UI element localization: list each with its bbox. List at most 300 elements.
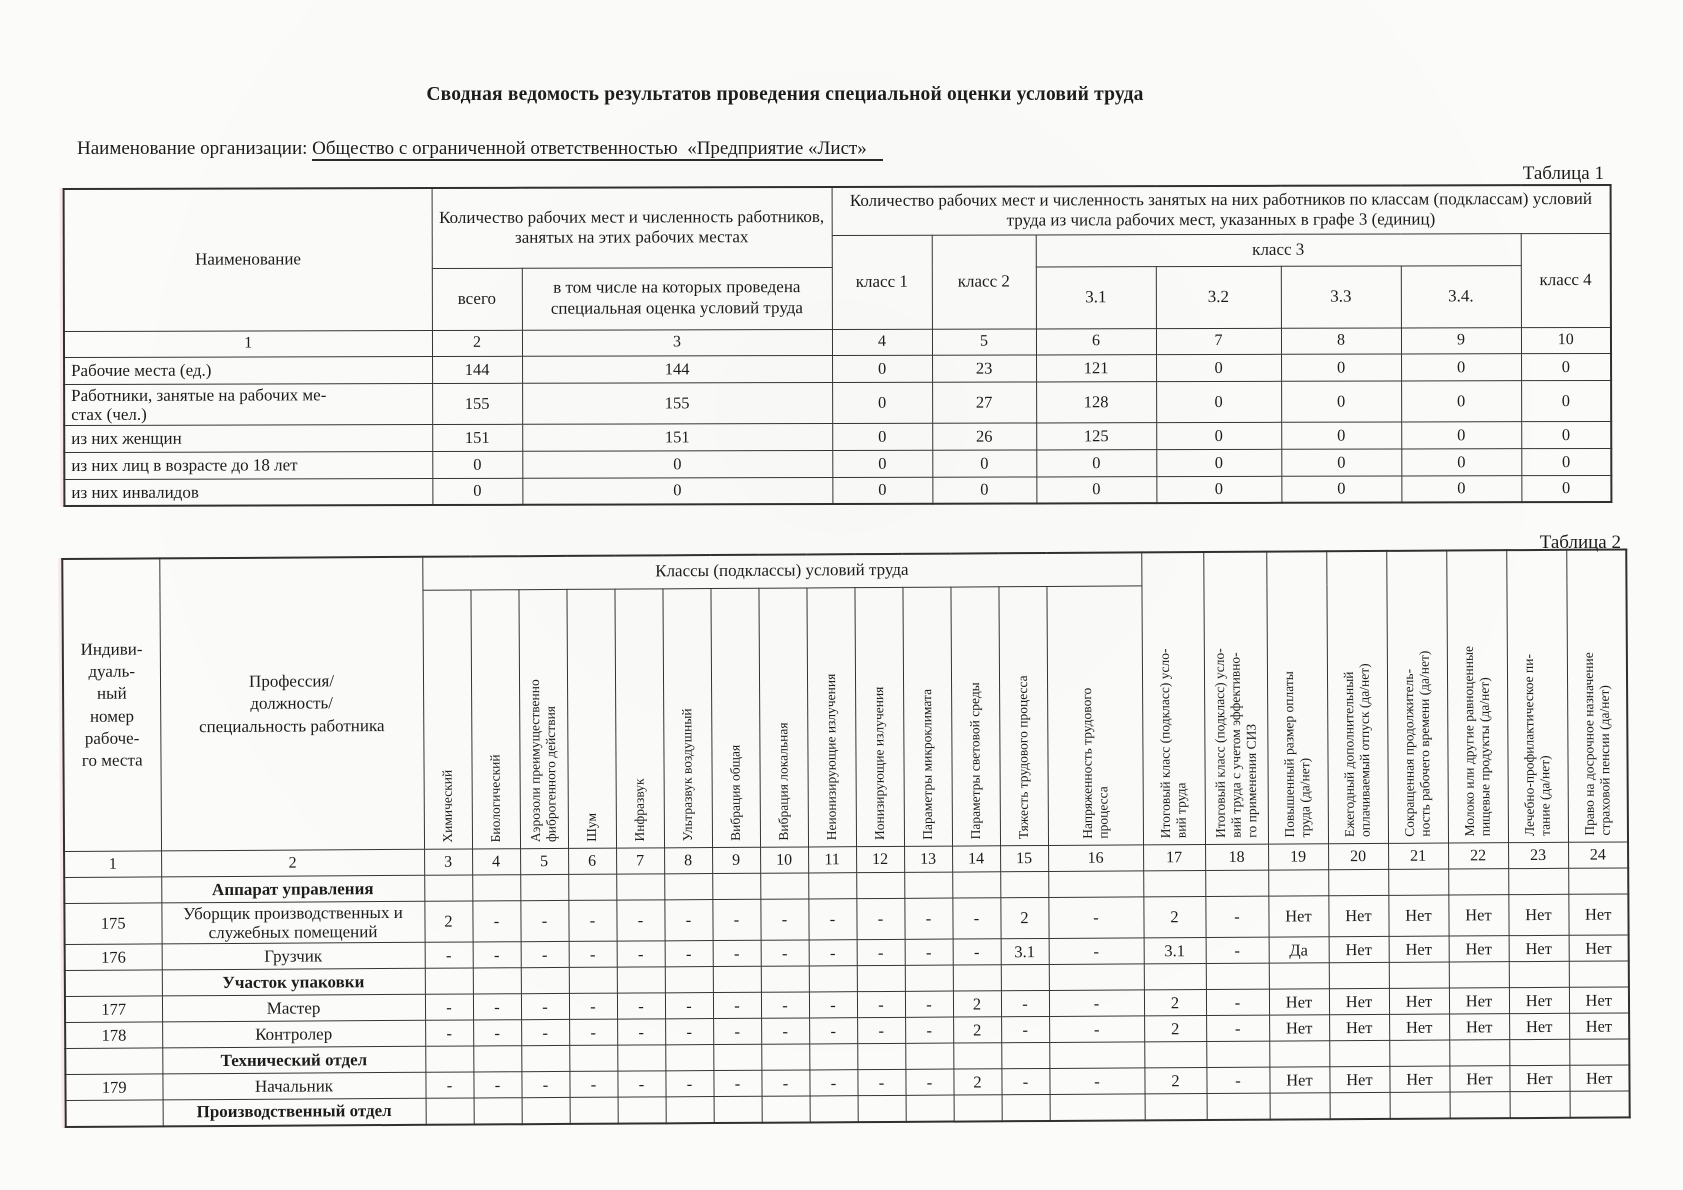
- table1-row-value: 0: [432, 451, 522, 478]
- empty-cell: [1388, 869, 1448, 895]
- table1-row-value: 0: [932, 449, 1036, 476]
- table1-header-row-1: [64, 185, 1611, 237]
- empty-cell: [1330, 1092, 1390, 1118]
- table2-profession-label: Контролер: [162, 1020, 425, 1048]
- table2-row-value: -: [569, 1019, 617, 1045]
- table1: [63, 184, 1613, 507]
- table2-factor-header-col-3: [422, 589, 472, 849]
- table2-row-value: -: [713, 1018, 761, 1044]
- empty-cell: [1049, 964, 1144, 991]
- table2-row-value: -: [665, 1018, 713, 1044]
- rotated-header-text: Аэрозоли преимущественно фиброгенного действия: [527, 679, 560, 843]
- table2-row-value: -: [713, 940, 761, 966]
- table2-row-value: Нет: [1328, 895, 1388, 936]
- table2-section-label: Технический отдел: [162, 1046, 425, 1074]
- table1-row-value: 0: [1156, 422, 1281, 449]
- empty-cell: [1509, 1039, 1569, 1065]
- table2-row-value: Нет: [1508, 894, 1568, 935]
- table2-row-value: -: [664, 899, 712, 940]
- empty-cell: [856, 872, 904, 898]
- empty-cell: [713, 1044, 761, 1070]
- table2-row-value: -: [425, 1072, 473, 1098]
- table2-row-value: -: [617, 1071, 665, 1097]
- table2-row-value: Нет: [1569, 1065, 1629, 1091]
- table2-section-label: Участок упаковки: [162, 968, 425, 996]
- table1-row-value: 0: [1401, 448, 1521, 475]
- rotated-header-text: Итоговый класс (подкласс) усло- вий труда: [1157, 648, 1189, 839]
- rotated-header-text: Ультразвук воздушный: [679, 708, 696, 842]
- table2-row-value: -: [1206, 989, 1269, 1015]
- empty-cell: [1268, 870, 1328, 896]
- table2-column-number: 9: [712, 847, 760, 873]
- empty-cell: [1000, 871, 1048, 897]
- table1-row-label: из них женщин: [64, 424, 432, 452]
- table1-row-value: 0: [932, 476, 1036, 503]
- table1-row-value: 0: [832, 477, 932, 504]
- table2-column-number: 2: [161, 849, 424, 877]
- empty-cell: [424, 875, 472, 901]
- empty-cell: [521, 967, 569, 993]
- empty-cell: [617, 967, 665, 993]
- table2-factor-header-col-12: [854, 587, 904, 847]
- empty-cell: [1328, 869, 1388, 895]
- table2-workplace-number: 179: [65, 1074, 162, 1101]
- table2-row-value: -: [521, 1071, 569, 1097]
- table2-row-value: -: [617, 941, 665, 967]
- empty-cell: [952, 872, 1000, 898]
- table2-factor-header-col-6: [566, 588, 616, 848]
- table1-row-value: 0: [522, 450, 832, 478]
- table2-row-value: -: [1048, 897, 1143, 939]
- table2-row-value: Нет: [1509, 935, 1569, 961]
- table2-column-number: 22: [1448, 843, 1508, 869]
- table2-result-header-col-20: [1326, 551, 1388, 844]
- empty-cell: [568, 874, 616, 900]
- empty-cell: [808, 872, 856, 898]
- rotated-header-text: Повышенный размер оплаты труда (да/нет): [1281, 670, 1313, 838]
- table2-row-value: -: [617, 1019, 665, 1045]
- table2-row-value: Нет: [1329, 988, 1389, 1014]
- table2-row-value: -: [905, 939, 953, 965]
- empty-cell: [904, 872, 952, 898]
- empty-cell: [1270, 1093, 1330, 1119]
- table1-row-value: 0: [1281, 475, 1401, 502]
- organization-label: Наименование организации:: [77, 138, 308, 159]
- table1-column-number: 6: [1036, 328, 1156, 354]
- table2-row-value: -: [473, 1020, 521, 1046]
- empty-cell: [714, 1096, 762, 1122]
- empty-cell: [1449, 962, 1509, 988]
- table2-column-number: 10: [760, 847, 808, 873]
- empty-cell: [665, 1044, 713, 1070]
- table2-header-profession: Профессия/ должность/ специальность работника: [159, 557, 424, 851]
- table1-row-value: 155: [522, 382, 832, 424]
- empty-cell: [1001, 964, 1049, 990]
- table2-row-value: -: [857, 1069, 905, 1095]
- table1-header-included: в том числе на которых проведена специальная оценка условий труда: [522, 267, 832, 330]
- table2-factor-header-col-16: [1046, 585, 1143, 845]
- table2-row-value: Нет: [1509, 987, 1569, 1013]
- table2-row-value: Нет: [1509, 1065, 1569, 1091]
- table1-column-number: 1: [64, 330, 432, 357]
- table2-row-value: 2: [1143, 896, 1205, 937]
- empty-cell: [761, 966, 809, 992]
- table2-workplace-number: 176: [65, 944, 162, 971]
- table2-header-row-1: [62, 549, 1626, 592]
- table2-row-value: -: [569, 1071, 617, 1097]
- table2-row-value: -: [569, 993, 617, 1019]
- table1-column-number: 8: [1281, 327, 1401, 353]
- table2-row-value: -: [1206, 937, 1269, 963]
- table2-workplace-number: 175: [64, 903, 161, 945]
- table2-row-value: -: [665, 940, 713, 966]
- empty-cell: [905, 1043, 953, 1069]
- empty-cell: [569, 1045, 617, 1071]
- empty-cell: [906, 1095, 954, 1121]
- table1-row: [64, 353, 1611, 384]
- table2-column-number: 5: [520, 848, 568, 874]
- rotated-header-text: Итоговый класс (подкласс) усло- вий труда с учетом эффективно- го применения СИЗ: [1211, 648, 1260, 838]
- table2-row-value: -: [809, 992, 857, 1018]
- empty-cell: [1448, 869, 1508, 895]
- rotated-header-text: Параметры световой среды: [967, 682, 984, 840]
- table2-row-value: -: [520, 900, 568, 941]
- empty-cell: [810, 1096, 858, 1122]
- table2-row-value: Нет: [1449, 936, 1509, 962]
- table1-row-value: 0: [832, 423, 932, 450]
- table2-row-value: -: [760, 899, 808, 940]
- table2-result-header-col-21: [1386, 550, 1448, 843]
- table2-row-value: 3.1: [1001, 938, 1049, 964]
- table1-column-number-row: [64, 327, 1611, 357]
- table2-row-value: -: [761, 1018, 809, 1044]
- empty-cell: [1509, 961, 1569, 987]
- table2-row-value: -: [1049, 1068, 1144, 1095]
- table1-row: [64, 421, 1611, 452]
- table1-header-total: всего: [432, 268, 522, 330]
- table2-row-value: -: [905, 991, 953, 1017]
- table2-row-value: -: [1206, 1015, 1269, 1041]
- rotated-header-text: Молоко или другие равноценные пищевые продукты (да/нет): [1461, 645, 1493, 837]
- rotated-header-text: Параметры микроклимата: [919, 688, 936, 840]
- table2-row-value: -: [713, 992, 761, 1018]
- empty-cell: [521, 1045, 569, 1071]
- table2-row-value: -: [472, 901, 520, 942]
- empty-cell: [1206, 1041, 1269, 1067]
- empty-cell: [762, 1096, 810, 1122]
- table1-row-value: 26: [932, 422, 1036, 449]
- table1-column-number: 7: [1156, 328, 1281, 354]
- table2-row-value: Нет: [1449, 1066, 1509, 1092]
- table2-row-value: -: [809, 1018, 857, 1044]
- table1-row-value: 0: [1521, 421, 1611, 448]
- table2-row-value: Нет: [1329, 1066, 1389, 1092]
- empty-cell: [905, 965, 953, 991]
- empty-cell: [809, 1044, 857, 1070]
- table2-result-header-col-23: [1506, 550, 1568, 843]
- empty-cell: [664, 873, 712, 899]
- empty-cell: [1390, 1092, 1450, 1118]
- table2-row-value: -: [1001, 990, 1049, 1016]
- table1-header-class4: класс 4: [1521, 233, 1611, 327]
- table2-row-value: 2: [1000, 897, 1048, 938]
- empty-cell: [1450, 1092, 1510, 1118]
- table1-row-label: Рабочие места (ед.): [64, 356, 432, 384]
- table1-row-value: 0: [1521, 353, 1611, 380]
- table2-row-value: -: [521, 993, 569, 1019]
- table2-row-value: -: [1206, 1067, 1269, 1093]
- table1-row-value: 0: [1521, 448, 1611, 475]
- table2-column-number: 14: [952, 846, 1000, 872]
- table2-column-number: 23: [1508, 842, 1568, 868]
- empty-cell: [618, 1097, 666, 1123]
- table2-column-number: 7: [616, 848, 664, 874]
- table1-row-value: 151: [432, 424, 522, 451]
- empty-cell: [1048, 871, 1143, 898]
- table2-result-header-col-24: [1566, 549, 1628, 842]
- empty-cell: [616, 874, 664, 900]
- empty-cell: [472, 875, 520, 901]
- empty-cell: [1568, 868, 1628, 894]
- table2-row-value: Нет: [1269, 1015, 1329, 1041]
- empty-cell: [473, 968, 521, 994]
- empty-cell: [954, 1095, 1002, 1121]
- table2-profession-label: Уборщик производственных и служебных помещений: [161, 901, 424, 944]
- table2-section-label: Производственный отдел: [163, 1098, 426, 1126]
- empty-cell: [1449, 1040, 1509, 1066]
- table2-row-value: Нет: [1388, 895, 1448, 936]
- table2-row-value: Нет: [1449, 988, 1509, 1014]
- organization-line: [77, 138, 1627, 160]
- table1-row-value: 155: [432, 383, 522, 424]
- table2-row-value: -: [1049, 990, 1144, 1017]
- table1-row-value: 0: [1281, 421, 1401, 448]
- document-title: Сводная ведомость результатов проведения специальной оценки условий труда: [426, 84, 1144, 105]
- table2-row-value: -: [713, 1070, 761, 1096]
- table2-row-value: -: [1049, 938, 1144, 965]
- empty-cell: [1508, 868, 1568, 894]
- empty-cell: [1269, 963, 1329, 989]
- table2-column-number: 16: [1048, 845, 1143, 872]
- table2-column-number: 1: [64, 851, 161, 878]
- table2-row-value: Нет: [1389, 1014, 1449, 1040]
- empty-cell: [1329, 1040, 1389, 1066]
- empty-cell: [1570, 1091, 1630, 1117]
- table1-header-count-group: Количество рабочих мест и численность работников, занятых на этих рабочих местах: [432, 187, 832, 268]
- empty-cell: [1269, 1041, 1329, 1067]
- table2-row-value: -: [425, 994, 473, 1020]
- empty-cell: [473, 1046, 521, 1072]
- table2-row-value: 2: [953, 991, 1001, 1017]
- empty-cell: [713, 966, 761, 992]
- rotated-header-text: Химический: [439, 769, 456, 843]
- table2-row-value: -: [809, 940, 857, 966]
- table2-row-value: -: [904, 898, 952, 939]
- table2-row-value: -: [568, 900, 616, 941]
- table2-column-number: 21: [1388, 843, 1448, 869]
- table1-column-number: 5: [932, 328, 1036, 354]
- table2-row-value: 2: [1144, 1015, 1206, 1041]
- table2-profession-label: Грузчик: [162, 942, 425, 970]
- table1-header-class3-4: 3.4.: [1401, 265, 1521, 327]
- empty-cell: [760, 873, 808, 899]
- rotated-header-text: Инфразвук: [631, 778, 648, 842]
- table2-factor-header-col-8: [662, 588, 712, 848]
- table2-row-value: -: [1205, 896, 1268, 937]
- empty-cell: [809, 966, 857, 992]
- table2-row-value: -: [952, 898, 1000, 939]
- rotated-header-text: Право на досрочное назначение страховой пенсии (да/нет): [1580, 652, 1613, 836]
- empty-cell: [1389, 1040, 1449, 1066]
- table2-row-value: 2: [1144, 1067, 1206, 1093]
- table2-row-value: -: [569, 941, 617, 967]
- empty-cell: [857, 1043, 905, 1069]
- table1-header-class3-1: 3.1: [1036, 266, 1156, 328]
- table2-column-number: 17: [1143, 844, 1205, 870]
- table2-column-number: 24: [1568, 842, 1628, 868]
- empty-cell: [1510, 1091, 1570, 1117]
- table2-column-number: 18: [1205, 844, 1268, 870]
- table2-column-number: 19: [1268, 844, 1328, 870]
- table1-row-value: 27: [932, 381, 1036, 422]
- table2-row-value: -: [616, 900, 664, 941]
- rotated-header-text: Напряженность трудового процесса: [1078, 687, 1111, 839]
- table2-row-value: -: [857, 991, 905, 1017]
- table1-header-name: Наименование: [64, 188, 432, 331]
- empty-cell: [1002, 1094, 1050, 1120]
- table1-row-value: 144: [432, 356, 522, 383]
- table1-caption: Таблица 1: [1522, 163, 1604, 184]
- rotated-header-text: Биологический: [487, 754, 504, 843]
- table2-row-value: -: [808, 898, 856, 939]
- empty-cell: [425, 968, 473, 994]
- table2-row-value: -: [1001, 1016, 1049, 1042]
- table2-row-value: -: [425, 1020, 473, 1046]
- table2-row-value: -: [665, 1070, 713, 1096]
- empty-cell: [953, 965, 1001, 991]
- table2-row-value: -: [617, 993, 665, 1019]
- table1-row-value: 0: [832, 450, 932, 477]
- table2-result-header-col-18: [1203, 551, 1268, 844]
- table2-profession-label: Начальник: [162, 1072, 425, 1100]
- rotated-header-text: Неионизирующие излучения: [823, 673, 840, 841]
- empty-cell: [570, 1097, 618, 1123]
- table2: [61, 548, 1630, 1127]
- table1-row-value: 0: [1156, 476, 1281, 503]
- rotated-header-text: Ежегодный дополнительный оплачиваемый отпуск (да/нет): [1341, 663, 1373, 838]
- table1-row-value: 0: [1036, 476, 1156, 503]
- empty-cell: [1569, 1039, 1629, 1065]
- table1-column-number: 9: [1401, 327, 1521, 353]
- table2-row-value: Нет: [1329, 936, 1389, 962]
- rotated-header-text: Шум: [584, 812, 600, 842]
- table2-row-value: -: [521, 1019, 569, 1045]
- table2-row-value: Нет: [1268, 896, 1328, 937]
- table1-header-class3: класс 3: [1036, 233, 1521, 266]
- table1-row-value: 23: [932, 354, 1036, 381]
- table1-row-value: 0: [832, 382, 932, 423]
- table1-row-value: 0: [1401, 475, 1521, 502]
- table2-column-number: 13: [904, 846, 952, 872]
- rotated-header-text: Тяжесть трудового процесса: [1015, 675, 1032, 840]
- table2-row-value: 2: [424, 901, 472, 942]
- table2-result-header-col-17: [1141, 552, 1205, 845]
- empty-cell: [426, 1098, 474, 1124]
- table2-result-header-col-19: [1266, 551, 1328, 844]
- table2-row-value: Нет: [1269, 989, 1329, 1015]
- table2-row-value: -: [761, 992, 809, 1018]
- table1-row-value: 144: [522, 355, 832, 383]
- table2-factor-header-col-4: [470, 589, 520, 849]
- empty-cell: [1144, 963, 1206, 989]
- table1-header-class3-3: 3.3: [1281, 265, 1401, 327]
- table2-row-value: -: [665, 992, 713, 1018]
- table2-row-value: -: [712, 899, 760, 940]
- table1-column-number: 2: [432, 330, 522, 356]
- table2-row-value: Нет: [1389, 1066, 1449, 1092]
- table2-row-value: Нет: [1448, 895, 1508, 936]
- table2-row-value: Нет: [1449, 1014, 1509, 1040]
- table1-row-value: 0: [432, 478, 522, 505]
- table2-row-value: -: [521, 941, 569, 967]
- table1-row-value: 0: [1521, 475, 1611, 502]
- rotated-header-text: Вибрация локальная: [775, 722, 792, 841]
- table2-row-value: -: [809, 1070, 857, 1096]
- table1-row-value: 0: [1401, 380, 1521, 421]
- table2-column-number: 3: [424, 849, 472, 875]
- empty-cell: [64, 877, 161, 904]
- table1-row-value: 0: [1521, 380, 1611, 421]
- table2-column-number: 15: [1000, 845, 1048, 871]
- rotated-header-text: Вибрация общая: [727, 744, 744, 841]
- table2-row-value: Нет: [1389, 936, 1449, 962]
- table1-row-value: 0: [1156, 449, 1281, 476]
- empty-cell: [1329, 962, 1389, 988]
- empty-cell: [665, 966, 713, 992]
- table2-row-value: -: [905, 1017, 953, 1043]
- empty-cell: [1049, 1042, 1144, 1069]
- organization-name: Общество с ограниченной ответственностью «Предприятие «Лист»: [312, 138, 883, 161]
- table1-column-number: 4: [832, 329, 932, 355]
- empty-cell: [858, 1095, 906, 1121]
- table1-row: [64, 475, 1611, 506]
- table2-row-value: -: [473, 1072, 521, 1098]
- table2-row-value: -: [473, 942, 521, 968]
- rotated-header-text: Лечебно-профилактическое пи- тание (да/нет): [1521, 653, 1553, 836]
- empty-cell: [1001, 1042, 1049, 1068]
- empty-cell: [65, 970, 162, 997]
- empty-cell: [65, 1048, 162, 1075]
- table2-row-value: 2: [1144, 989, 1206, 1015]
- table2-row-value: -: [761, 1070, 809, 1096]
- empty-cell: [425, 1046, 473, 1072]
- table1-row-value: 0: [1036, 449, 1156, 476]
- table2-row-value: -: [1049, 1016, 1144, 1043]
- table2-row-value: -: [1001, 1068, 1049, 1094]
- table2-row-value: -: [425, 942, 473, 968]
- empty-cell: [1144, 1041, 1206, 1067]
- rotated-header-text: Сокращенная продолжитель- ность рабочего времени (да/нет): [1401, 650, 1433, 837]
- table1-row-value: 0: [1281, 380, 1401, 421]
- empty-cell: [474, 1098, 522, 1124]
- table2-row-value: Нет: [1509, 1013, 1569, 1039]
- table2-row-value: Нет: [1568, 894, 1628, 935]
- table2-row-value: Нет: [1569, 1013, 1629, 1039]
- empty-cell: [569, 967, 617, 993]
- table2-column-number: 12: [856, 846, 904, 872]
- table2-column-number: 4: [472, 849, 520, 875]
- table2-row-value: -: [761, 940, 809, 966]
